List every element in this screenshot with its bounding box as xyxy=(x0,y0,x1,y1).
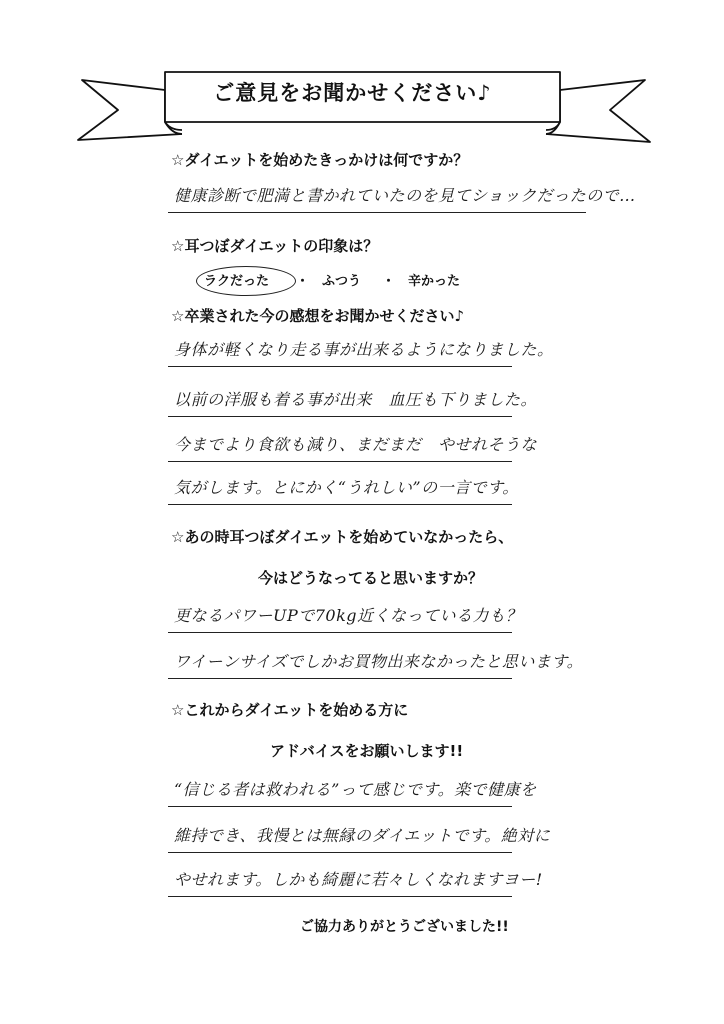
question-3-label: ☆卒業された今の感想をお聞かせください♪ xyxy=(171,307,465,325)
question-3-answer-line-4: 気がします。とにかく“うれしい”の一言です。 xyxy=(168,474,512,505)
question-1-label: ☆ダイエットを始めたきっかけは何ですか？ xyxy=(171,151,469,169)
question-4-label-line-2: 今はどうなってると思いますか？ xyxy=(258,569,484,587)
question-5-answer-line-3: やせれます。しかも綺麗に若々しくなれますヨー! xyxy=(168,866,512,897)
question-5-label-line-2: アドバイスをお願いします!! xyxy=(270,742,464,760)
choice-easy: ラクだった xyxy=(204,270,269,289)
page-title: ご意見をお聞かせください♪ xyxy=(213,81,492,105)
choice-hard: 辛かった xyxy=(408,274,461,289)
question-2-label: ☆耳つぼダイエットの印象は？ xyxy=(171,237,379,255)
closing-message: ご協力ありがとうございました!! xyxy=(300,919,509,935)
choice-normal: ふつう xyxy=(322,274,362,289)
choice-separator: ・ xyxy=(382,274,396,289)
question-4-answer-line-2: ワイーンサイズでしかお買物出来なかったと思います。 xyxy=(168,648,512,679)
impression-choices xyxy=(196,266,496,292)
question-1-answer-line-1: 健康診断で肥満と書かれていたのを見てショックだったので… xyxy=(168,182,586,213)
question-4-answer-line-1: 更なるパワーUPで70kg近くなっている力も？ xyxy=(168,602,512,633)
question-3-answer-line-3: 今までより食欲も減り、まだまだ やせれそうな xyxy=(168,431,512,462)
question-3-answer-line-1: 身体が軽くなり走る事が出来るようになりました。 xyxy=(168,336,512,367)
question-5-answer-line-2: 維持でき、我慢とは無縁のダイエットです。絶対に xyxy=(168,822,512,853)
question-4-label: ☆あの時耳つぼダイエットを始めていなかったら、 xyxy=(171,528,514,546)
question-3-answer-line-2: 以前の洋服も着る事が出来 血圧も下りました。 xyxy=(168,386,512,417)
question-5-answer-line-1: “信じる者は救われる”って感じです。楽で健康を xyxy=(168,776,512,807)
choice-separator: ・ xyxy=(296,274,310,289)
question-5-label: ☆これからダイエットを始める方に xyxy=(171,701,409,719)
selected-choice-circle xyxy=(196,266,296,296)
